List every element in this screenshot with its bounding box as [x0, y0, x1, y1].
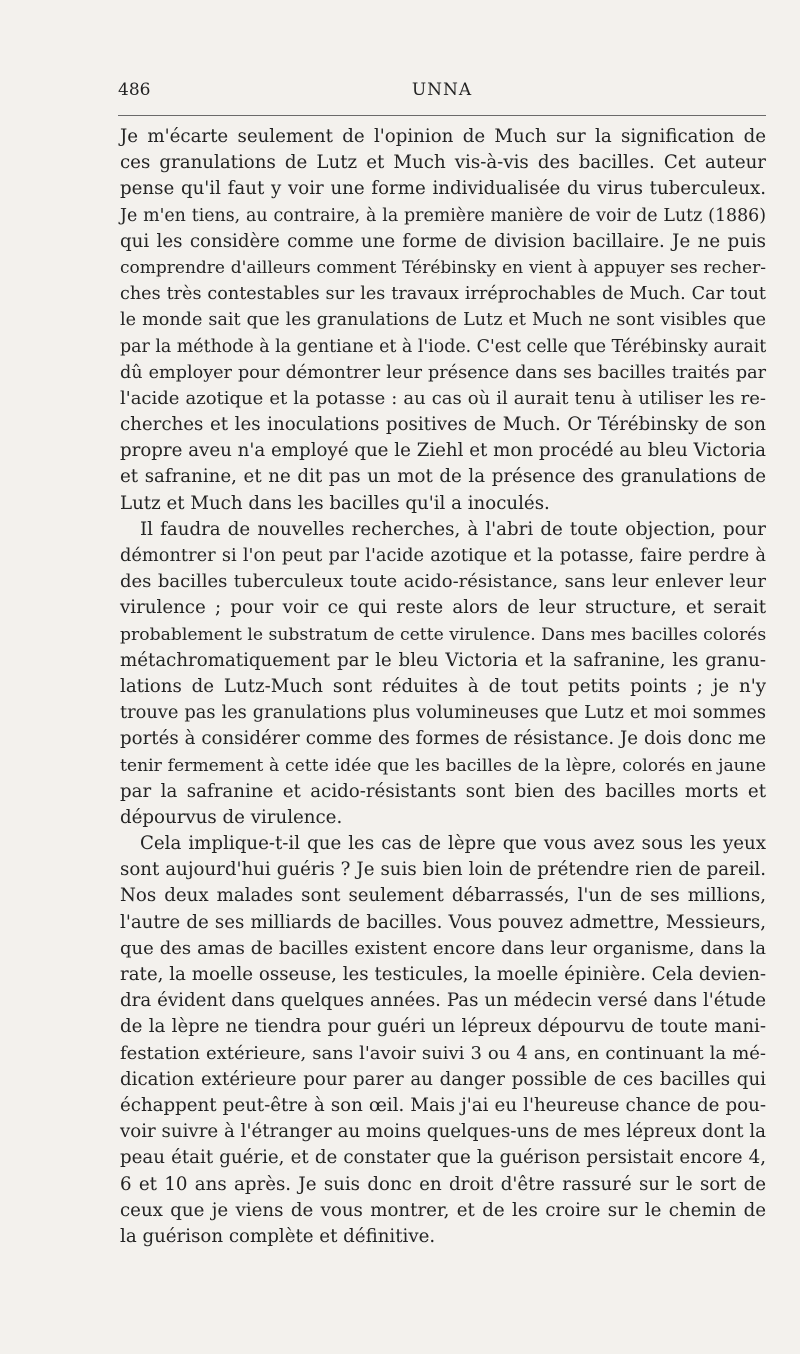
running-title: UNNA [411, 80, 473, 100]
text-line: trouve pas les granulations plus volumineuses que Lutz et moi sommes [120, 702, 766, 724]
text-line: et safranine, et ne dit pas un mot de la présence des granulations de [120, 466, 766, 488]
text-line: Lutz et Much dans les bacilles qu'il a inoculés. [120, 492, 550, 514]
text-line: dépourvus de virulence. [120, 806, 343, 828]
text-line: virulence ; pour voir ce qui reste alors de leur structure, et serait [120, 597, 766, 619]
text-line: Cela implique-t-il que les cas de lèpre que vous avez sous les yeux [140, 833, 766, 855]
text-line: ches très contestables sur les travaux irréprochables de Much. Car tout [120, 284, 766, 305]
page-header [118, 80, 766, 104]
text-line: Je m'écarte seulement de l'opinion de Much sur la signification de [120, 126, 766, 147]
text-line: probablement le substratum de cette virulence. Dans mes bacilles colorés [120, 624, 767, 645]
text-line: échappent peut-être à son œil. Mais j'ai eu l'heureuse chance de pou- [120, 1094, 766, 1116]
text-line: ceux que je viens de vous montrer, et de les croire sur le chemin de [120, 1199, 766, 1221]
text-line: Nos deux malades sont seulement débarrassés, l'un de ses millions, [120, 885, 766, 907]
text-line: comprendre d'ailleurs comment Térébinsky en vient à appuyer ses recher- [120, 257, 766, 278]
text-line: de la lèpre ne tiendra pour guéri un lépreux dépourvu de toute mani- [120, 1016, 766, 1038]
text-line: ces granulations de Lutz et Much vis-à-vis des bacilles. Cet auteur [120, 152, 766, 174]
text-line: pense qu'il faut y voir une forme individualisée du virus tuberculeux. [120, 178, 766, 200]
text-line: dication extérieure pour parer au danger possible de ces bacilles qui [120, 1068, 766, 1090]
text-line: sont aujourd'hui guéris ? Je suis bien loin de prétendre rien de pareil. [120, 859, 766, 881]
text-line: l'autre de ses milliards de bacilles. Vous pouvez admettre, Messieurs, [120, 911, 766, 933]
text-line: la guérison complète et définitive. [120, 1225, 436, 1247]
header-rule [118, 115, 766, 116]
text-line: dû employer pour démontrer leur présence dans ses bacilles traités par [120, 362, 766, 383]
text-line: par la safranine et acido-résistants sont bien des bacilles morts et [120, 780, 766, 802]
text-line: voir suivre à l'étranger au moins quelques-uns de mes lépreux dont la [120, 1121, 766, 1143]
text-line: par la méthode à la gentiane et à l'iode. C'est celle que Térébinsky aurait [120, 336, 767, 357]
text-line: cherches et les inoculations positives de Much. Or Térébinsky de son [120, 414, 766, 436]
text-line: tenir fermement à cette idée que les bacilles de la lèpre, colorés en jaune [120, 755, 766, 776]
text-line: qui les considère comme une forme de division bacillaire. Je ne puis [120, 230, 766, 252]
text-line: propre aveu n'a employé que le Ziehl et mon procédé au bleu Victoria [120, 440, 766, 462]
text-line: dra évident dans quelques années. Pas un médecin versé dans l'étude [120, 990, 766, 1012]
text-line: portés à considérer comme des formes de résistance. Je dois donc me [120, 728, 766, 750]
text-line: festation extérieure, sans l'avoir suivi 3 ou 4 ans, en continuant la mé- [120, 1042, 766, 1064]
text-line: Je m'en tiens, au contraire, à la première manière de voir de Lutz (1886) [120, 205, 766, 226]
body-text [120, 124, 766, 1250]
text-line: le monde sait que les granulations de Lutz et Much ne sont visibles que [120, 310, 766, 331]
text-line: 6 et 10 ans après. Je suis donc en droit d'être rassuré sur le sort de [120, 1173, 766, 1195]
text-line: lations de Lutz-Much sont réduites à de tout petits points ; je n'y [120, 675, 766, 697]
text-line: Il faudra de nouvelles recherches, à l'abri de toute objection, pour [140, 518, 766, 540]
text-line: que des amas de bacilles existent encore dans leur organisme, dans la [120, 937, 766, 959]
text-line: métachromatiquement par le bleu Victoria et la safranine, les granu- [120, 649, 766, 671]
text-line: rate, la moelle osseuse, les testicules, la moelle épinière. Cela devien- [120, 964, 766, 985]
text-line: des bacilles tuberculeux toute acido-résistance, sans leur enlever leur [120, 571, 766, 593]
text-line: l'acide azotique et la potasse : au cas où il aurait tenu à utiliser les re- [120, 387, 766, 409]
text-line: démontrer si l'on peut par l'acide azotique et la potasse, faire perdre à [120, 545, 766, 566]
page-number: 486 [118, 80, 151, 100]
text-line: peau était guérie, et de constater que la guérison persistait encore 4, [120, 1147, 766, 1169]
